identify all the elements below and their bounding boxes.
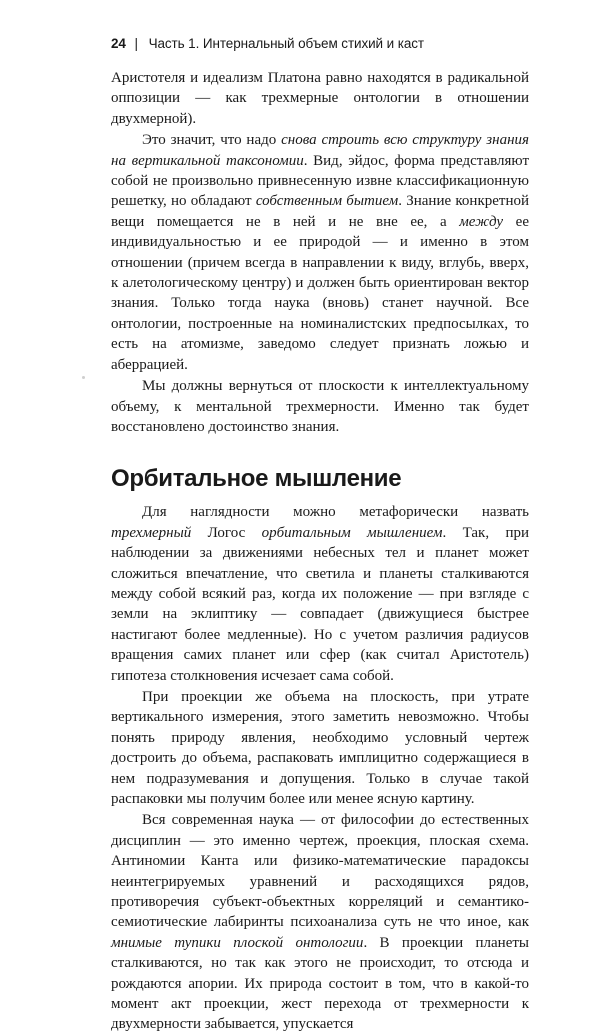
italic-phrase: снова строить всю структуру знания на вертикальной таксономии [111,132,529,169]
running-head [111,36,531,51]
italic-phrase: мнимые тупики плоской онтологии [111,934,364,951]
paragraphs-before-heading [111,68,529,437]
italic-phrase: трехмерный [111,524,192,541]
paragraphs-after-heading [111,502,529,1035]
italic-phrase: между [459,213,504,230]
paragraph [111,68,529,129]
text-run: Для наглядности можно метафорически назвать [142,504,529,521]
scan-speck [82,376,85,379]
paragraph [111,687,529,809]
text-run: Это значит, что надо [142,132,282,149]
text-run: При проекции же объема на плоскость, при утрате вертикального измерения, этого заметить невозможно. Чтобы понять природу явления, необходимо условный чертеж достроить до объема, распаковать имплицитно содержащиеся в нем подразумевания и допущения. Только в случае такой распаковки мы получим более или менее ясную картину. [111,688,529,807]
italic-phrase: орбитальным мышлением [261,524,443,541]
paragraph [111,502,529,686]
text-run: Мы должны вернуться от плоскости к интеллектуальному объему, к ментальной трехмерности. Именно так будет восстановлено достоинство знания. [111,378,529,435]
text-run: . Так, при наблюдении за движениями небесных тел и планет может сложиться впечатление, что светила и планеты сталкиваются между собой всякий раз, когда их положение — при взгляде с земли на эклиптику — совпадает (движущиеся быстрее настигают более медленные). Но с учетом различия радиусов вращения самих планет или сфер (как считал Аристотель) гипотеза столкновения исчезает сама собой. [111,524,529,684]
text-run: ее индивидуальностью и ее природой — и именно в этом отношении (причем всегда в направлении к виду, вглубь, вверх, к алетологическому центру) и должен быть ориентирован вектор знания. Только тогда наука (вновь) станет научной. Все онтологии, построенные на номиналистских предпосылках, то есть на атомизме, заведомо следует признать ложью и аберрацией. [111,213,529,373]
text-run: . Знание конкретной вещи помещается не в ней и не вне ее, а [111,193,529,230]
page-number: 24 [111,36,126,51]
text-run: . В проекции планеты сталкиваются, но так как этого не происходит, то отсюда и рождаются апории. Их природа состоит в том, что в какой-то момент акт проекции, жест перехода от трехмерности к двухмерности забывается, упускается [111,934,530,1033]
text-run: Вся современная наука — от философии до естественных дисциплин — это именно чертеж, проекция, плоская схема. Антиномии Канта или физико-математические парадоксы неинтегрируемых уравнений и расходящихся рядов, противоречия субъект-объектных корреляций и семантико-семиотические лабиринты психоанализа суть не что иное, как [111,812,529,931]
paragraph [111,810,529,1034]
section-heading: Орбитальное мышление [111,465,402,493]
italic-phrase: собственным бытием [255,193,399,210]
paragraph [111,130,529,375]
chapter-title: Часть 1. Интернальный объем стихий и каст [148,36,424,51]
text-run: Логос [191,524,262,541]
body-text [111,68,529,1035]
paragraph [111,376,529,437]
running-head-separator: | [134,36,138,51]
text-run: Аристотеля и идеализм Платона равно находятся в радикальной оппозиции — как трехмерные онтологии в отношении двухмерной). [111,70,529,127]
text-run: . Вид, эйдос, форма представляют собой не произвольно привнесенную извне классификационную решетку, но обладают [111,152,529,210]
